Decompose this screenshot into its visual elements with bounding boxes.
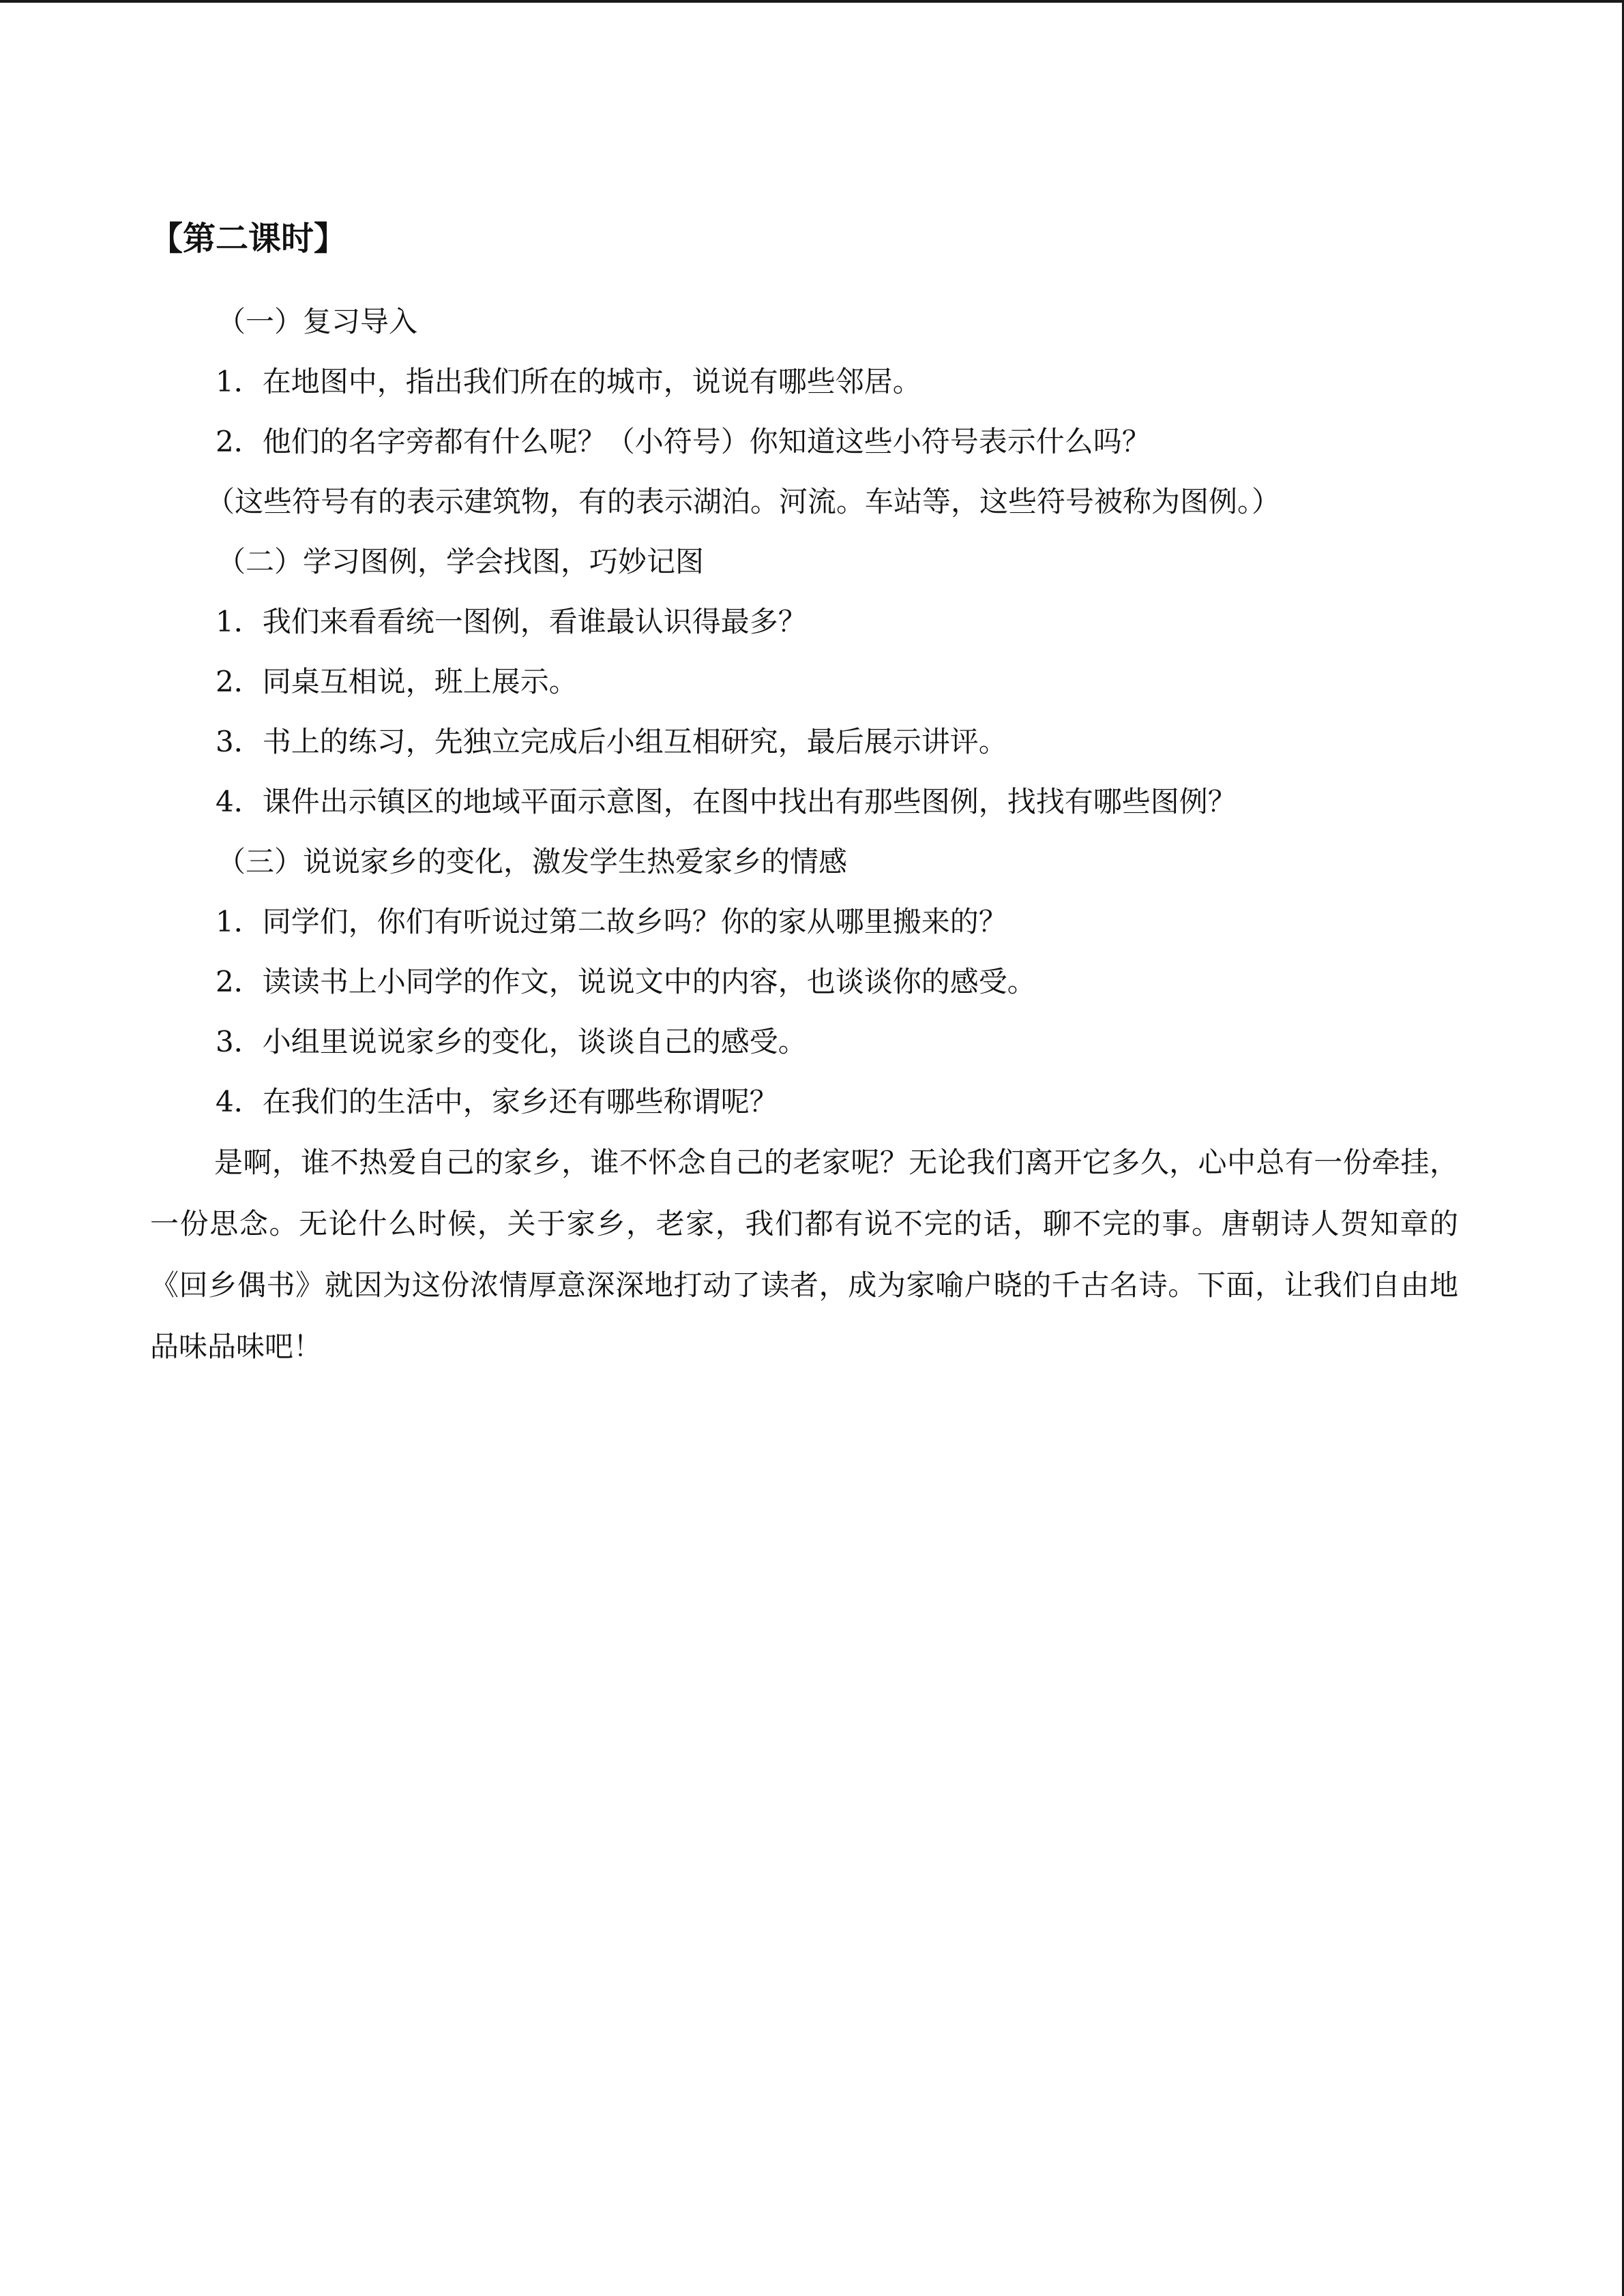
list-item: 1．在地图中，指出我们所在的城市，说说有哪些邻居。 — [216, 365, 921, 398]
list-item: 2．他们的名字旁都有什么呢？（小符号）你知道这些小符号表示什么吗？ — [216, 425, 1151, 458]
section-heading-legend: （二）学习图例，学会找图，巧妙记图 — [217, 545, 705, 578]
page-top-border — [0, 0, 1624, 3]
lesson-title: 【第二课时】 — [150, 220, 347, 258]
list-item: 3．小组里说说家乡的变化，谈谈自己的感受。 — [216, 1025, 807, 1058]
document-page — [150, 217, 1460, 1377]
list-item: 2．同桌互相说，班上展示。 — [216, 665, 578, 698]
list-item: 1．我们来看看统一图例，看谁最认识得最多？ — [216, 605, 807, 638]
list-item: 4．课件出示镇区的地域平面示意图，在图中找出有那些图例，找找有哪些图例？ — [216, 785, 1237, 818]
section-heading-review: （一）复习导入 — [217, 305, 418, 338]
list-item: 4．在我们的生活中，家乡还有哪些称谓呢？ — [216, 1085, 778, 1118]
section-heading-hometown: （三）说说家乡的变化，激发学生热爱家乡的情感 — [217, 845, 848, 878]
list-item: 3．书上的练习，先独立完成后小组互相研究，最后展示讲评。 — [216, 725, 1007, 758]
list-item: 2．读读书上小同学的作文，说说文中的内容，也谈谈你的感受。 — [216, 965, 1036, 998]
closing-paragraph: 是啊，谁不热爱自己的家乡，谁不怀念自己的老家呢？无论我们离开它多久，心中总有一份牵挂，一份思念。无论什么时候，关于家乡，老家，我们都有说不完的话，聊不完的事。唐朝诗人贺知章的《回乡偶书》就因为这份浓情厚意深深地打动了读者，成为家喻户晓的千古名诗。下面，让我们自由地品味品味吧！ — [150, 1146, 1458, 1363]
note-line: （这些符号有的表示建筑物，有的表示湖泊。河流。车站等，这些符号被称为图例。） — [206, 485, 1281, 518]
list-item: 1．同学们，你们有听说过第二故乡吗？你的家从哪里搬来的？ — [216, 905, 1007, 938]
